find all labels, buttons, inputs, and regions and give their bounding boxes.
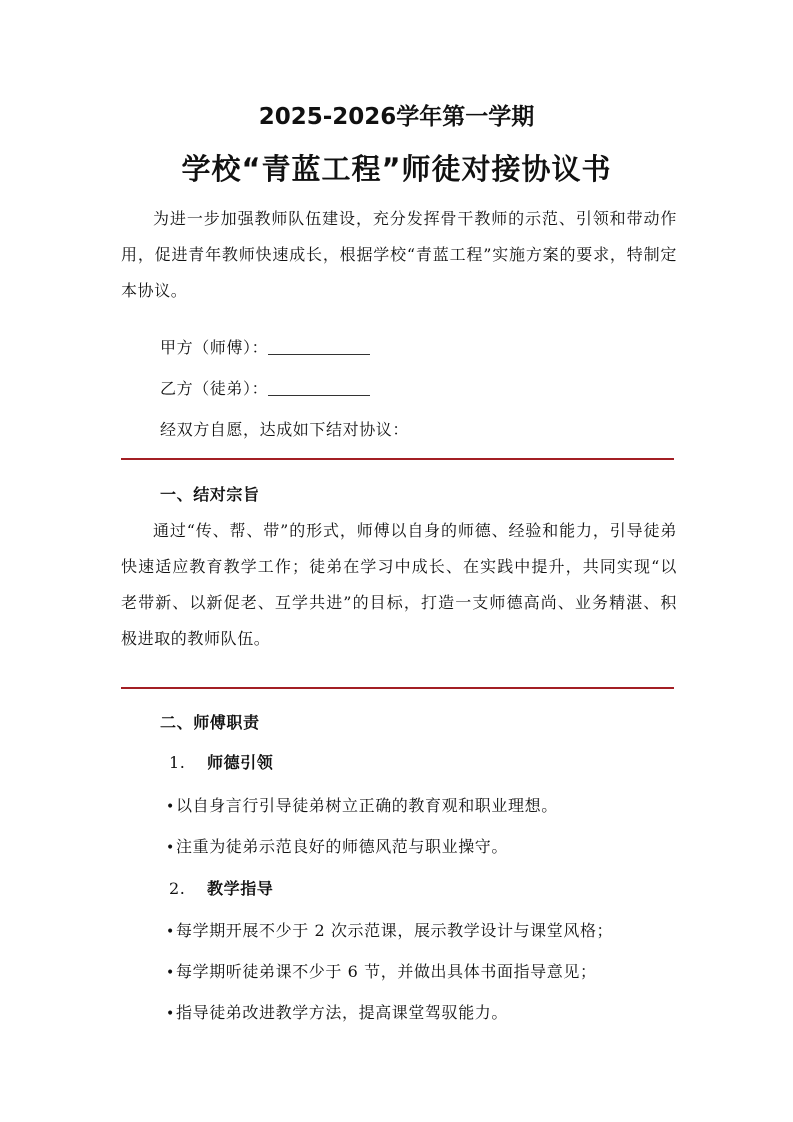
agreement-line: 经双方自愿，达成如下结对协议： (160, 420, 410, 439)
party-a-line (160, 336, 370, 360)
party-b-label: 乙方（徒弟）： (160, 379, 269, 398)
section1-heading: 一、结对宗旨 (160, 485, 260, 504)
bullet-icon: • (166, 1006, 175, 1022)
sub2-title: 教学指导 (207, 879, 274, 898)
list-item: •以自身言行引导徒弟树立正确的教育观和职业理想。 (166, 796, 558, 815)
sub1-heading (169, 750, 273, 773)
sub1-title: 师德引领 (207, 753, 274, 772)
bullet-icon: • (166, 965, 175, 981)
sub1-number: 1. (169, 753, 186, 772)
bullet-icon: • (166, 840, 175, 856)
section1-body: 通过“传、帮、带”的形式，师傅以自身的师德、经验和能力，引导徒弟快速适应教育教学工作；徒弟在学习中成长、在实践中提升，共同实现“以老带新、以新促老、互学共进”的目标，打造一支师德高尚、业务精湛、积极进取的教师队伍。 (121, 521, 677, 648)
party-a-label: 甲方（师傅）： (160, 338, 269, 357)
section-divider (121, 687, 674, 689)
sub2-heading (169, 876, 273, 899)
section-divider (121, 458, 674, 460)
party-a-blank (268, 338, 370, 355)
bullet-icon: • (166, 799, 175, 815)
list-item: •指导徒弟改进教学方法，提高课堂驾驭能力。 (166, 1003, 509, 1022)
sub2-number: 2. (169, 879, 186, 898)
list-item: •注重为徒弟示范良好的师德风范与职业操守。 (166, 837, 509, 856)
list-item: •每学期开展不少于 2 次示范课，展示教学设计与课堂风格； (166, 921, 614, 940)
document-title-term: 2025-2026学年第一学期 (258, 104, 535, 130)
document-title-main: 学校“青蓝工程”师徒对接协议书 (181, 152, 612, 186)
section2-heading: 二、师傅职责 (160, 713, 260, 732)
list-item: •每学期听徒弟课不少于 6 节，并做出具体书面指导意见； (166, 962, 597, 981)
intro-paragraph: 为进一步加强教师队伍建设，充分发挥骨干教师的示范、引领和带动作用，促进青年教师快速成长，根据学校“青蓝工程”实施方案的要求，特制定本协议。 (121, 209, 677, 300)
party-b-blank (268, 379, 370, 396)
bullet-icon: • (166, 924, 175, 940)
party-b-line (160, 377, 370, 401)
